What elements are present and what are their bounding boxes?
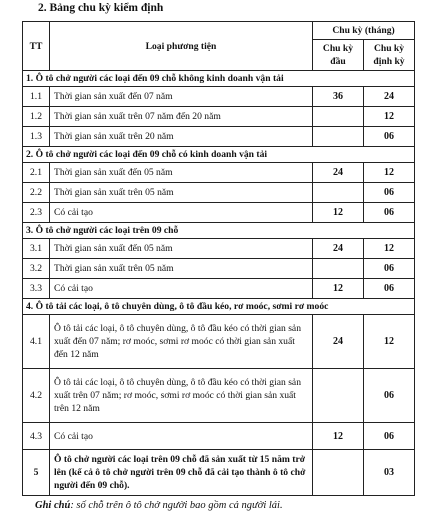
row-periodic: 12 — [364, 239, 415, 259]
row-first: 12 — [313, 279, 364, 299]
row-periodic: 24 — [364, 87, 415, 107]
row-periodic: 03 — [364, 450, 415, 496]
row-first — [313, 183, 364, 203]
group-header-row — [23, 223, 415, 239]
row-periodic: 12 — [364, 315, 415, 369]
row-tt: 3.2 — [23, 259, 50, 279]
group-header-row — [23, 147, 415, 163]
row-first — [313, 127, 364, 147]
row-periodic: 06 — [364, 369, 415, 423]
row-first: 12 — [313, 203, 364, 223]
row-tt: 1.3 — [23, 127, 50, 147]
row-tt: 3.3 — [23, 279, 50, 299]
footnote — [35, 500, 283, 511]
row-first — [313, 369, 364, 423]
header-first-cycle: Chu kỳ đầu — [313, 40, 364, 71]
row-periodic: 12 — [364, 163, 415, 183]
table-row — [23, 423, 415, 450]
row-first: 36 — [313, 87, 364, 107]
row-periodic: 12 — [364, 107, 415, 127]
inspection-cycle-table — [22, 21, 415, 496]
table-row — [23, 259, 415, 279]
row-tt: 4.2 — [23, 369, 50, 423]
table-row — [23, 87, 415, 107]
row-desc: Thời gian sản xuất đến 07 năm — [50, 87, 313, 107]
table-row — [23, 127, 415, 147]
row-periodic: 06 — [364, 259, 415, 279]
group-title: 3. Ô tô chở người các loại trên 09 chỗ — [23, 223, 415, 239]
row-desc: Có cải tạo — [50, 203, 313, 223]
row-periodic: 06 — [364, 423, 415, 450]
table-row — [23, 203, 415, 223]
table-row — [23, 183, 415, 203]
row-first: 24 — [313, 163, 364, 183]
row-periodic: 06 — [364, 203, 415, 223]
group-title: 4. Ô tô tải các loại, ô tô chuyên dùng, ô tô đầu kéo, rơ moóc, sơmi rơ moóc — [23, 299, 415, 315]
row-desc: Ô tô chở người các loại trên 09 chỗ đã sản xuất từ 15 năm trở lên (kể cả ô tô chở người trên 09 chỗ đã cải tạo thành ô tô chở người đến 09 chỗ). — [50, 450, 313, 496]
row-desc: Có cải tạo — [50, 423, 313, 450]
table-row — [23, 315, 415, 369]
row-tt: 1.2 — [23, 107, 50, 127]
row-tt: 2.2 — [23, 183, 50, 203]
row-desc: Thời gian sản xuất trên 20 năm — [50, 127, 313, 147]
row-first — [313, 259, 364, 279]
row-tt: 3.1 — [23, 239, 50, 259]
header-cycle: Chu kỳ (tháng) — [313, 22, 415, 40]
row-desc: Thời gian sản xuất trên 05 năm — [50, 183, 313, 203]
footnote-label: Ghi chú — [35, 500, 71, 511]
header-periodic-cycle: Chu kỳ định kỳ — [364, 40, 415, 71]
row-periodic: 06 — [364, 127, 415, 147]
group-header-row — [23, 299, 415, 315]
row-first — [313, 450, 364, 496]
row-desc: Ô tô tải các loại, ô tô chuyên dùng, ô tô đầu kéo có thời gian sản xuất trên 07 năm; rơ moóc, sơmi rơ moóc có thời gian sản xuất trên 12 năm — [50, 369, 313, 423]
table-row — [23, 163, 415, 183]
table-row — [23, 450, 415, 496]
table-row — [23, 279, 415, 299]
row-periodic: 06 — [364, 279, 415, 299]
row-desc: Thời gian sản xuất trên 07 năm đến 20 năm — [50, 107, 313, 127]
row-first: 24 — [313, 239, 364, 259]
row-tt: 4.3 — [23, 423, 50, 450]
row-tt: 2.3 — [23, 203, 50, 223]
row-desc: Có cải tạo — [50, 279, 313, 299]
row-desc: Thời gian sản xuất đến 05 năm — [50, 163, 313, 183]
group-header-row — [23, 71, 415, 87]
row-desc: Thời gian sản xuất trên 05 năm — [50, 259, 313, 279]
row-tt: 5 — [23, 450, 50, 496]
table-row — [23, 369, 415, 423]
row-first: 12 — [313, 423, 364, 450]
row-first — [313, 107, 364, 127]
table-row — [23, 239, 415, 259]
group-title: 2. Ô tô chở người các loại đến 09 chỗ có kinh doanh vận tải — [23, 147, 415, 163]
row-tt: 4.1 — [23, 315, 50, 369]
header-tt: TT — [23, 22, 50, 71]
row-tt: 2.1 — [23, 163, 50, 183]
row-first: 24 — [313, 315, 364, 369]
row-tt: 1.1 — [23, 87, 50, 107]
section-title: 2. Bảng chu kỳ kiểm định — [38, 2, 164, 14]
row-desc: Thời gian sản xuất đến 05 năm — [50, 239, 313, 259]
row-periodic: 06 — [364, 183, 415, 203]
footnote-text: : số chỗ trên ô tô chở người bao gồm cả người lái. — [70, 500, 283, 511]
group-title: 1. Ô tô chở người các loại đến 09 chỗ không kinh doanh vận tải — [23, 71, 415, 87]
row-desc: Ô tô tải các loại, ô tô chuyên dùng, ô tô đầu kéo có thời gian sản xuất đến 07 năm; rơ moóc, sơmi rơ moóc có thời gian sản xuất đến 12 năm — [50, 315, 313, 369]
header-vehicle-type: Loại phương tiện — [50, 22, 313, 71]
table-row — [23, 107, 415, 127]
